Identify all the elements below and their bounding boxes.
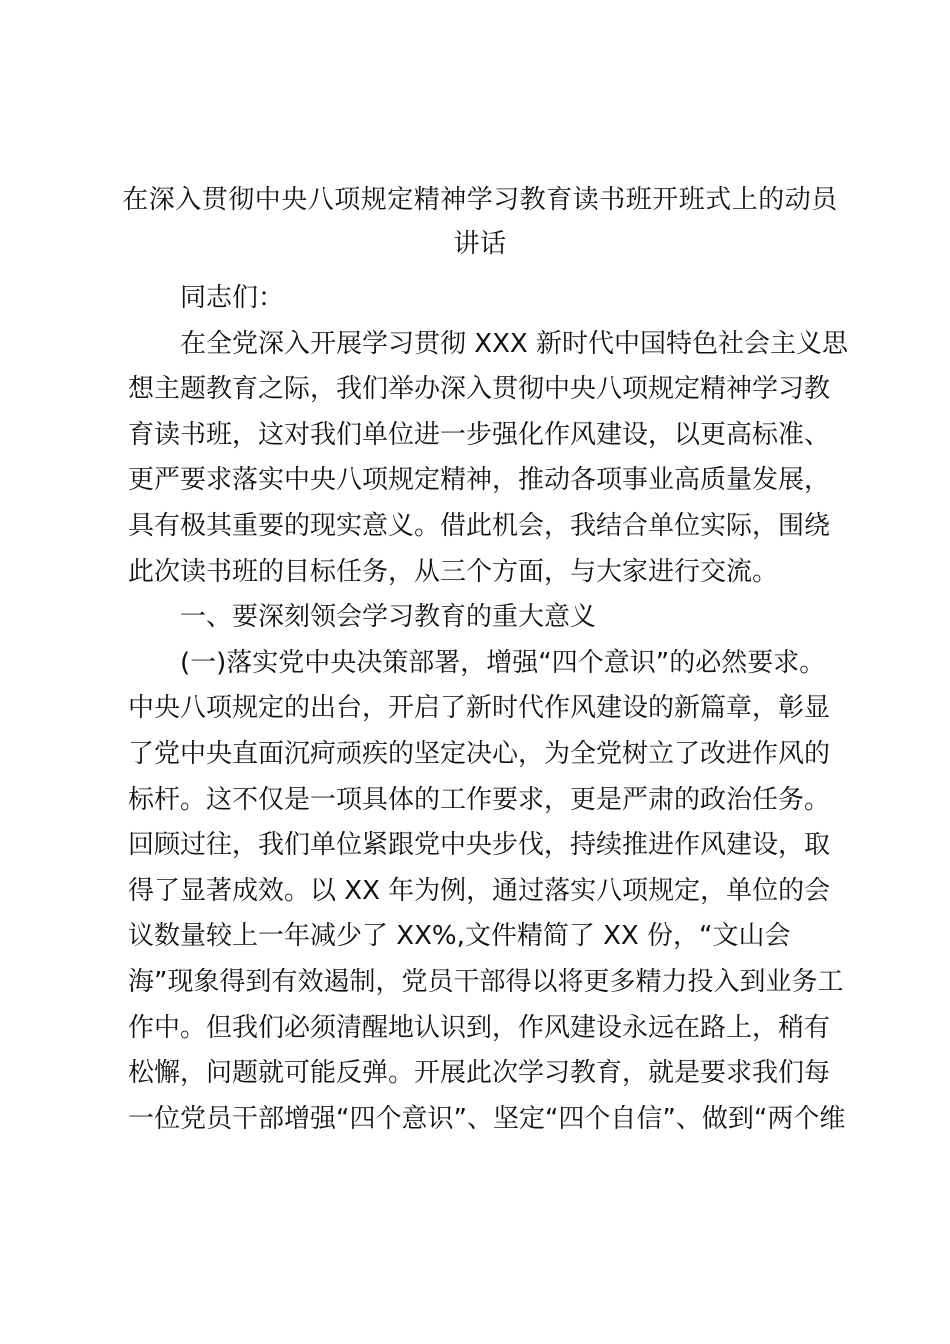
document-body — [128, 276, 848, 1142]
paragraph-line: 更严要求落实中央八项规定精神，推动各项事业高质量发展， — [128, 465, 831, 496]
title-line: 在深入贯彻中央八项规定精神学习教育读书班开班式上的动员 — [122, 185, 838, 215]
title-line: 讲话 — [453, 229, 507, 259]
paragraph-line: 回顾过往，我们单位紧跟党中央步伐，持续推进作风建设，取 — [128, 830, 831, 861]
paragraph-line: (一)落实党中央决策部署，增强“四个意识”的必然要求。 — [180, 647, 826, 678]
paragraph-line: 具有极其重要的现实意义。借此机会，我结合单位实际，围绕 — [128, 510, 831, 541]
paragraph-line: 一位党员干部增强“四个意识”、坚定“四个自信”、做到“两个维 — [128, 1103, 846, 1134]
paragraph-line: 了党中央直面沉疴顽疾的坚定决心，为全党树立了改进作风的 — [128, 738, 831, 769]
paragraph-line: 议数量较上一年减少了 XX%,文件精简了 XX 份，“文山会 — [128, 921, 791, 952]
paragraph-line: 在全党深入开展学习贯彻 XXX 新时代中国特色社会主义思 — [180, 328, 848, 359]
paragraph-line: 得了显著成效。以 XX 年为例，通过落实八项规定，单位的会 — [128, 875, 831, 906]
paragraph-line: 中央八项规定的出台，开启了新时代作风建设的新篇章，彰显 — [128, 693, 831, 724]
paragraph-line: 育读书班，这对我们单位进一步强化作风建设，以更高标准、 — [128, 419, 831, 450]
paragraph-intro — [128, 322, 848, 596]
section-heading: 一、要深刻领会学习教育的重大意义 — [180, 602, 597, 633]
salutation: 同志们： — [180, 283, 285, 313]
paragraph-line: 此次读书班的目标任务，从三个方面，与大家进行交流。 — [128, 556, 779, 587]
paragraph-line: 想主题教育之际，我们举办深入贯彻中央八项规定精神学习教 — [128, 374, 831, 405]
paragraph-line: 标杆。这不仅是一项具体的工作要求，更是严肃的政治任务。 — [128, 784, 831, 815]
document-title — [120, 178, 840, 266]
paragraph-line: 松懈，问题就可能反弹。开展此次学习教育，就是要求我们每 — [128, 1058, 831, 1089]
paragraph-line: 作中。但我们必须清醒地认识到，作风建设永远在路上，稍有 — [128, 1012, 831, 1043]
paragraph-section1-item1 — [128, 641, 846, 1143]
paragraph-line: 海”现象得到有效遏制，党员干部得以将更多精力投入到业务工 — [128, 966, 844, 997]
